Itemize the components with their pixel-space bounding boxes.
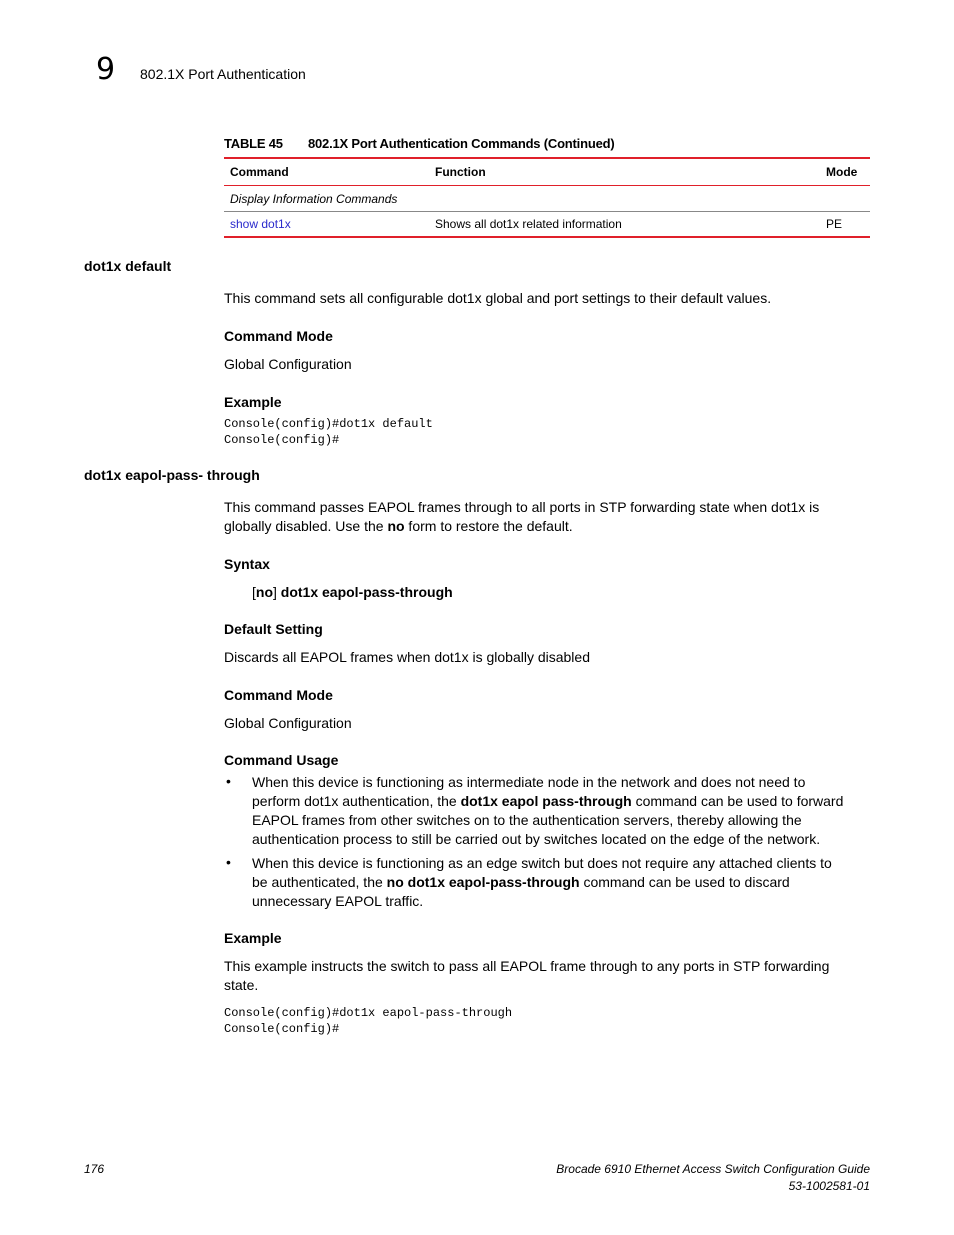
usage-bullet-1: When this device is functioning as intermediate node in the network and does not need to perform dot1x authentication, the dot1x eapol pass-through command can be used to forward EAPOL frames from other switches on to the authentication servers, thereby allowing the authentication process to still be carried out by switches located on the edge of the network. (252, 774, 844, 847)
footer-doc-number: 53-1002581-01 (788, 1179, 870, 1193)
syntax-line: [no] dot1x eapol-pass-through (252, 584, 453, 600)
table-header-command: Command (224, 158, 429, 186)
usage-bullet-2: When this device is functioning as an edge switch but does not require any attached clients to be authenticated, the no dot1x eapol-pass-through command can be used to discard unnecessary EAPOL traffic. (252, 855, 832, 909)
section2-example-code: Console(config)#dot1x eapol-pass-through Console(config)# (224, 1006, 513, 1036)
table-section-row (224, 186, 870, 212)
table-header-function: Function (429, 158, 820, 186)
table-caption-title: 802.1X Port Authentication Commands (Continued) (308, 136, 615, 151)
section-heading-dot1x-default: dot1x default (84, 258, 172, 274)
table-section-label: Display Information Commands (224, 186, 870, 212)
commands-table (224, 157, 870, 238)
footer-doc-title: Brocade 6910 Ethernet Access Switch Configuration Guide (556, 1162, 870, 1176)
section1-command-mode-heading: Command Mode (224, 328, 333, 344)
section-heading-dot1x-eapol-pass-through: dot1x eapol-pass- through (84, 467, 260, 483)
table-caption (224, 136, 614, 151)
table-cell-mode: PE (820, 212, 870, 238)
default-setting-heading: Default Setting (224, 621, 323, 637)
section2-description (224, 498, 870, 536)
syntax-command: dot1x eapol-pass-through (280, 584, 453, 600)
table-row (224, 212, 870, 238)
table-caption-number: TABLE 45 (224, 136, 283, 151)
section1-description: This command sets all configurable dot1x global and port settings to their default values. (224, 290, 772, 306)
section1-example-heading: Example (224, 394, 282, 410)
section2-example-heading: Example (224, 930, 282, 946)
chapter-title: 802.1X Port Authentication (140, 66, 306, 82)
command-usage-heading: Command Usage (224, 752, 339, 768)
page-number: 176 (84, 1162, 105, 1176)
section2-command-mode: Global Configuration (224, 715, 352, 731)
table-header-mode: Mode (820, 158, 870, 186)
section1-command-mode: Global Configuration (224, 356, 352, 372)
bullet-icon: • (226, 773, 231, 789)
default-setting-text: Discards all EAPOL frames when dot1x is globally disabled (224, 649, 590, 665)
section2-desc-line1: This command passes EAPOL frames through to all ports in STP forwarding state when dot1x is (224, 499, 820, 515)
table-cell-function: Shows all dot1x related information (429, 212, 820, 238)
table-header-row (224, 158, 870, 186)
show-dot1x-link[interactable]: show dot1x (230, 217, 291, 231)
keyword-no: no (387, 518, 405, 534)
bullet-icon: • (226, 854, 231, 870)
section2-command-mode-heading: Command Mode (224, 687, 333, 703)
section2-desc-line2: globally disabled. Use the no form to restore the default. (224, 518, 573, 534)
section1-example-code: Console(config)#dot1x default Console(config)# (224, 417, 433, 447)
chapter-number: 9 (96, 52, 116, 87)
section2-example-description: This example instructs the switch to pass all EAPOL frame through to any ports in STP forwarding state. (224, 958, 830, 993)
syntax-heading: Syntax (224, 556, 270, 572)
